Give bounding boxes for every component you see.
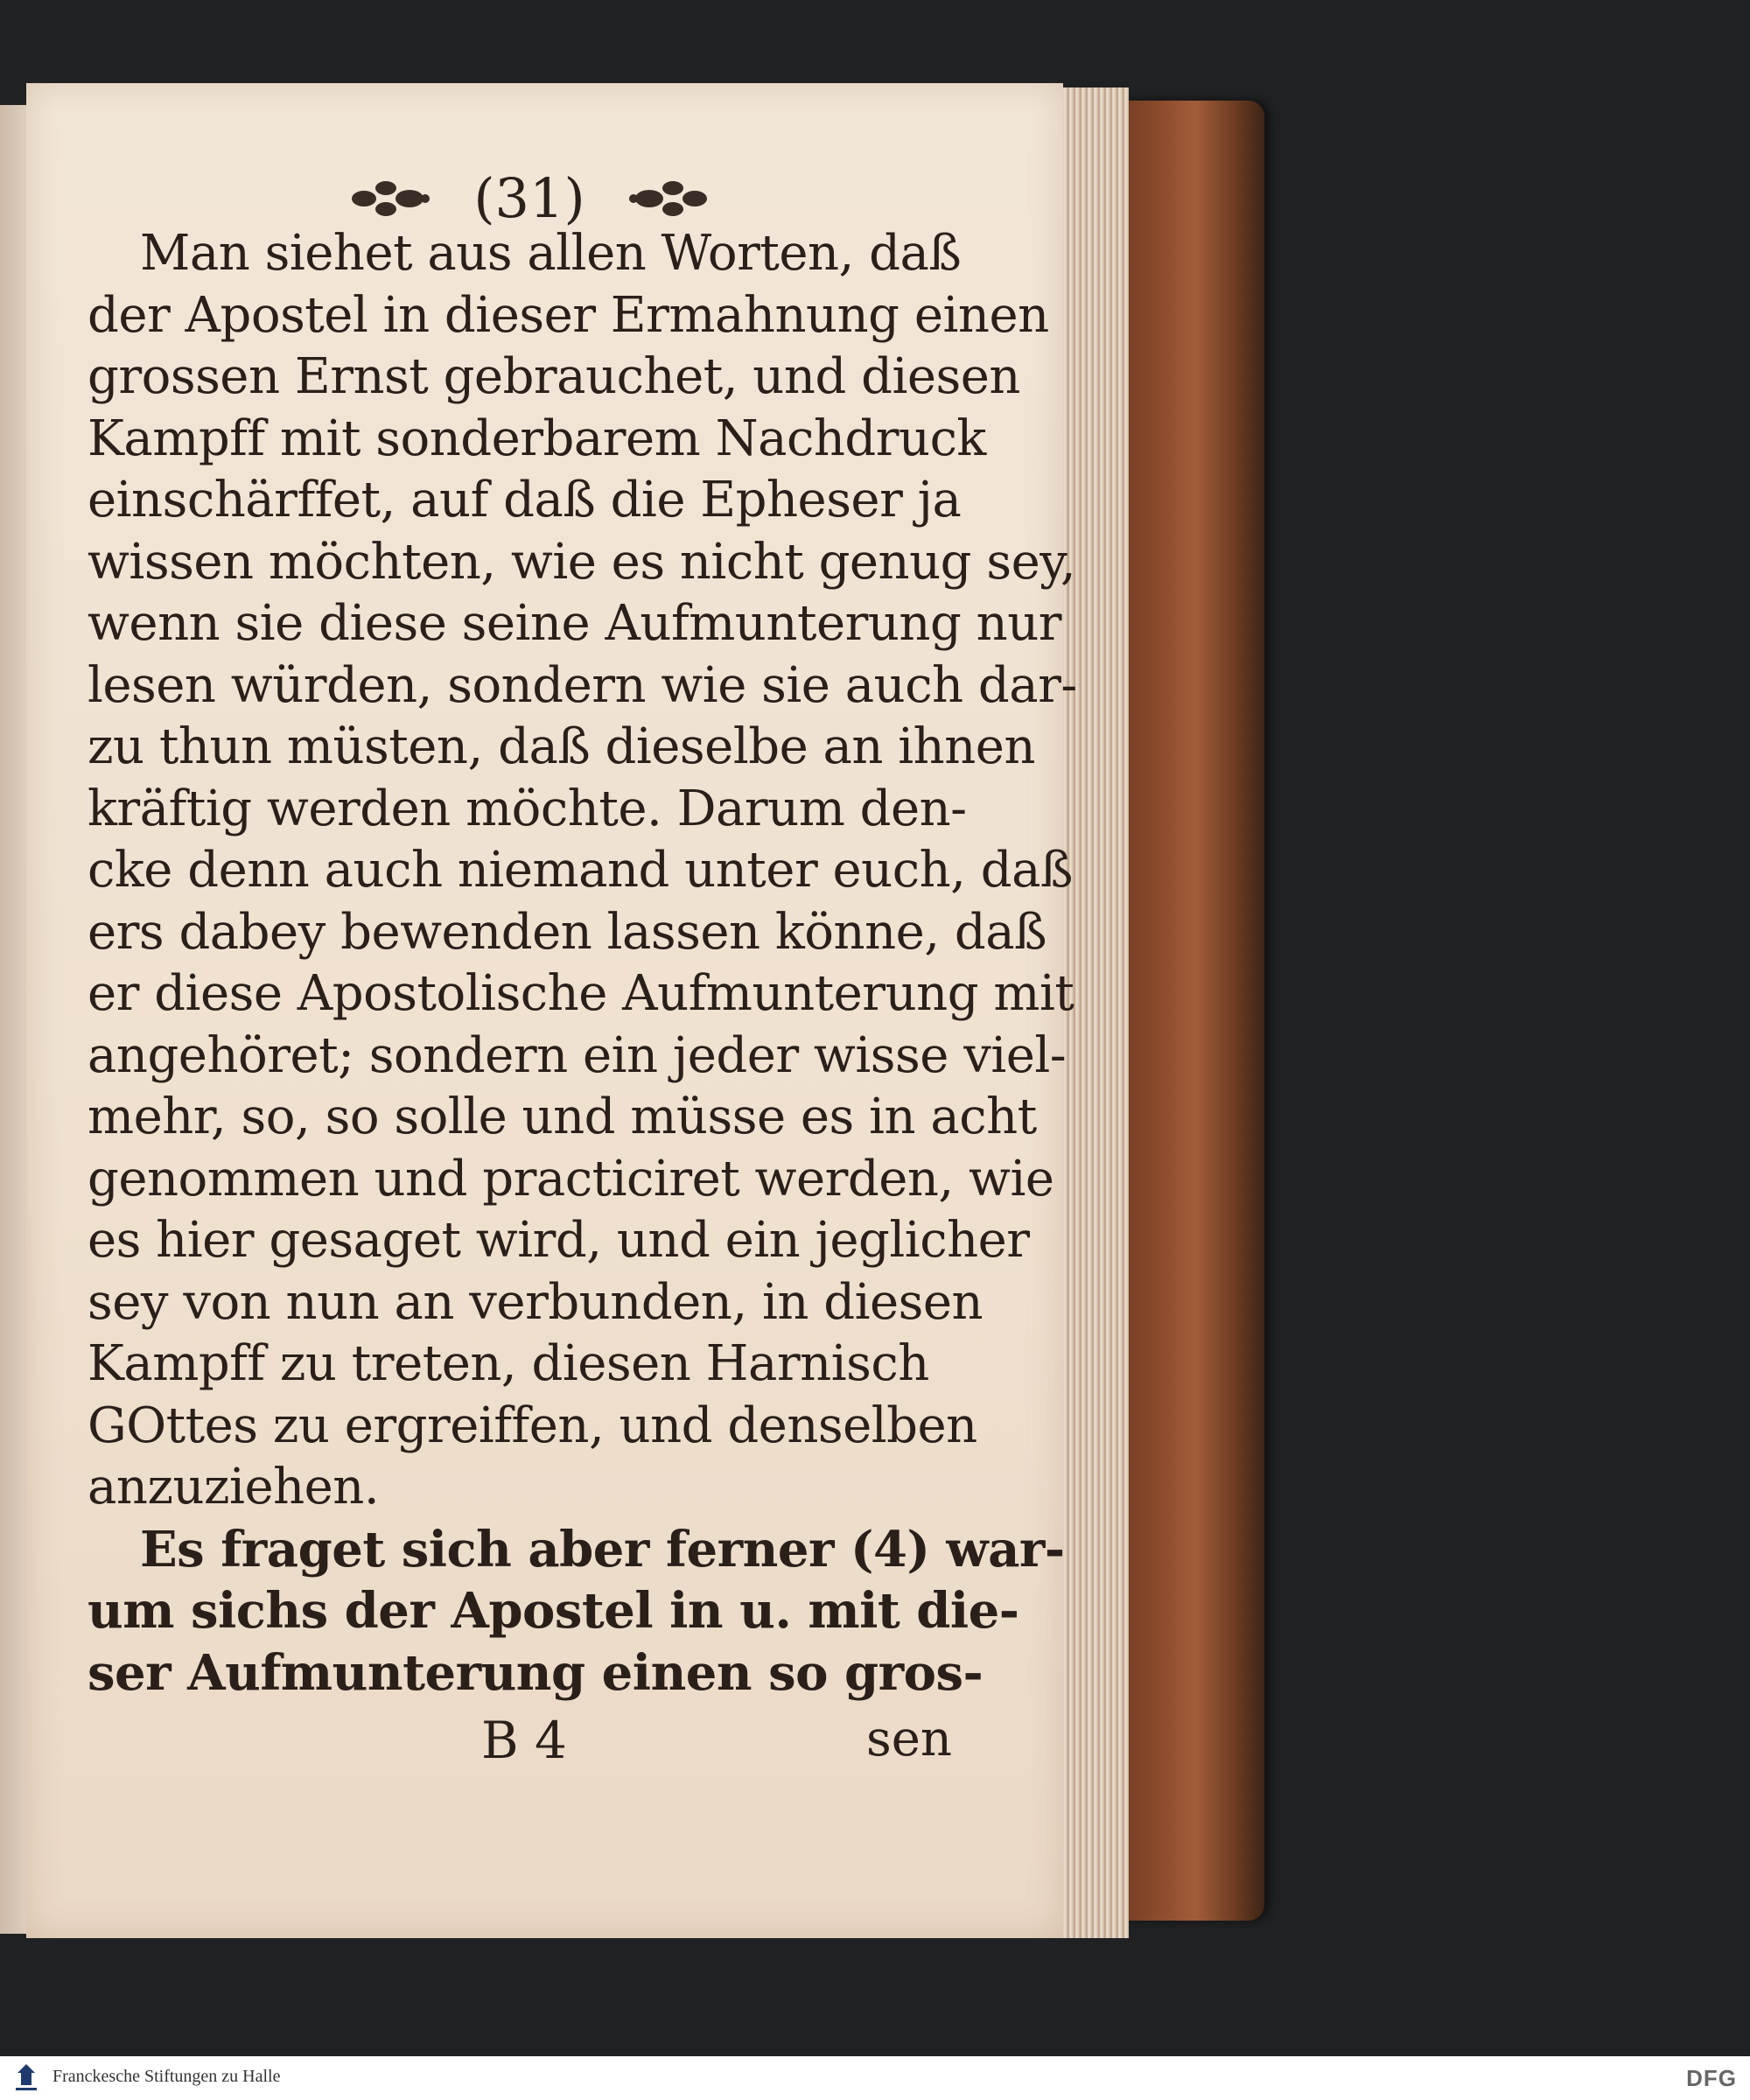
text-line: ser Aufmunterung einen so gros-: [88, 1643, 984, 1702]
text-line: sey von nun an verbunden, in diesen: [88, 1273, 984, 1331]
text-line: Kampff zu treten, diesen Harnisch: [88, 1335, 929, 1392]
text-line: kräftig werden möchte. Darum den-: [88, 780, 967, 837]
dfg-logo: DFG: [1686, 2065, 1737, 2091]
text-line: wissen möchten, wie es nicht genug sey,: [88, 533, 1076, 591]
text-line: wenn sie diese seine Aufmunterung nur: [88, 595, 1062, 652]
page-number: (31): [473, 166, 585, 230]
book-cover: [1111, 101, 1264, 1921]
page-text: [88, 223, 1077, 1704]
left-ornament-icon: [346, 172, 434, 225]
institution-name: Franckesche Stiftungen zu Halle: [52, 2067, 281, 2086]
text-line: einschärffet, auf daß die Epheser ja: [88, 472, 962, 528]
text-line: zu thun müsten, daß dieselbe an ihnen: [88, 718, 1036, 775]
signature-mark: B 4: [481, 1711, 567, 1770]
text-line: Es fraget sich aber ferner (4) war-: [140, 1520, 1065, 1578]
catchword: sen: [866, 1711, 952, 1768]
text-line: cke denn auch niemand unter euch, daß: [88, 842, 1073, 899]
text-line: Man siehet aus allen Worten, daß: [140, 225, 962, 282]
text-line: um sichs der Apostel in u. mit die-: [88, 1582, 1019, 1640]
text-line: grossen Ernst gebrauchet, und diesen: [88, 348, 1020, 405]
text-line: angehöret; sondern ein jeder wisse viel-: [88, 1026, 1067, 1084]
text-line: genommen und practiciret werden, wie: [88, 1150, 1054, 1208]
text-line: Kampff mit sonderbarem Nachdruck: [88, 410, 986, 467]
text-line: er diese Apostolische Aufmunterung mit: [88, 965, 1074, 1022]
text-line: ers dabey bewenden lassen könne, daß: [88, 903, 1047, 961]
text-line: anzuziehen.: [88, 1459, 380, 1516]
institution-logo-icon: [9, 2061, 44, 2096]
book-page: [26, 83, 1077, 1938]
right-ornament-icon: [625, 172, 712, 225]
footer-bar: [0, 2056, 1750, 2100]
text-line: GOttes zu ergreiffen, und denselben: [88, 1396, 977, 1454]
text-line: es hier gesaget wird, und ein jeglicher: [88, 1212, 1030, 1269]
text-line: der Apostel in dieser Ermahnung einen: [88, 286, 1049, 344]
text-line: mehr, so, so solle und müsse es in acht: [88, 1088, 1037, 1145]
page-header: [26, 166, 1032, 230]
text-line: lesen würden, sondern wie sie auch dar-: [88, 656, 1077, 714]
